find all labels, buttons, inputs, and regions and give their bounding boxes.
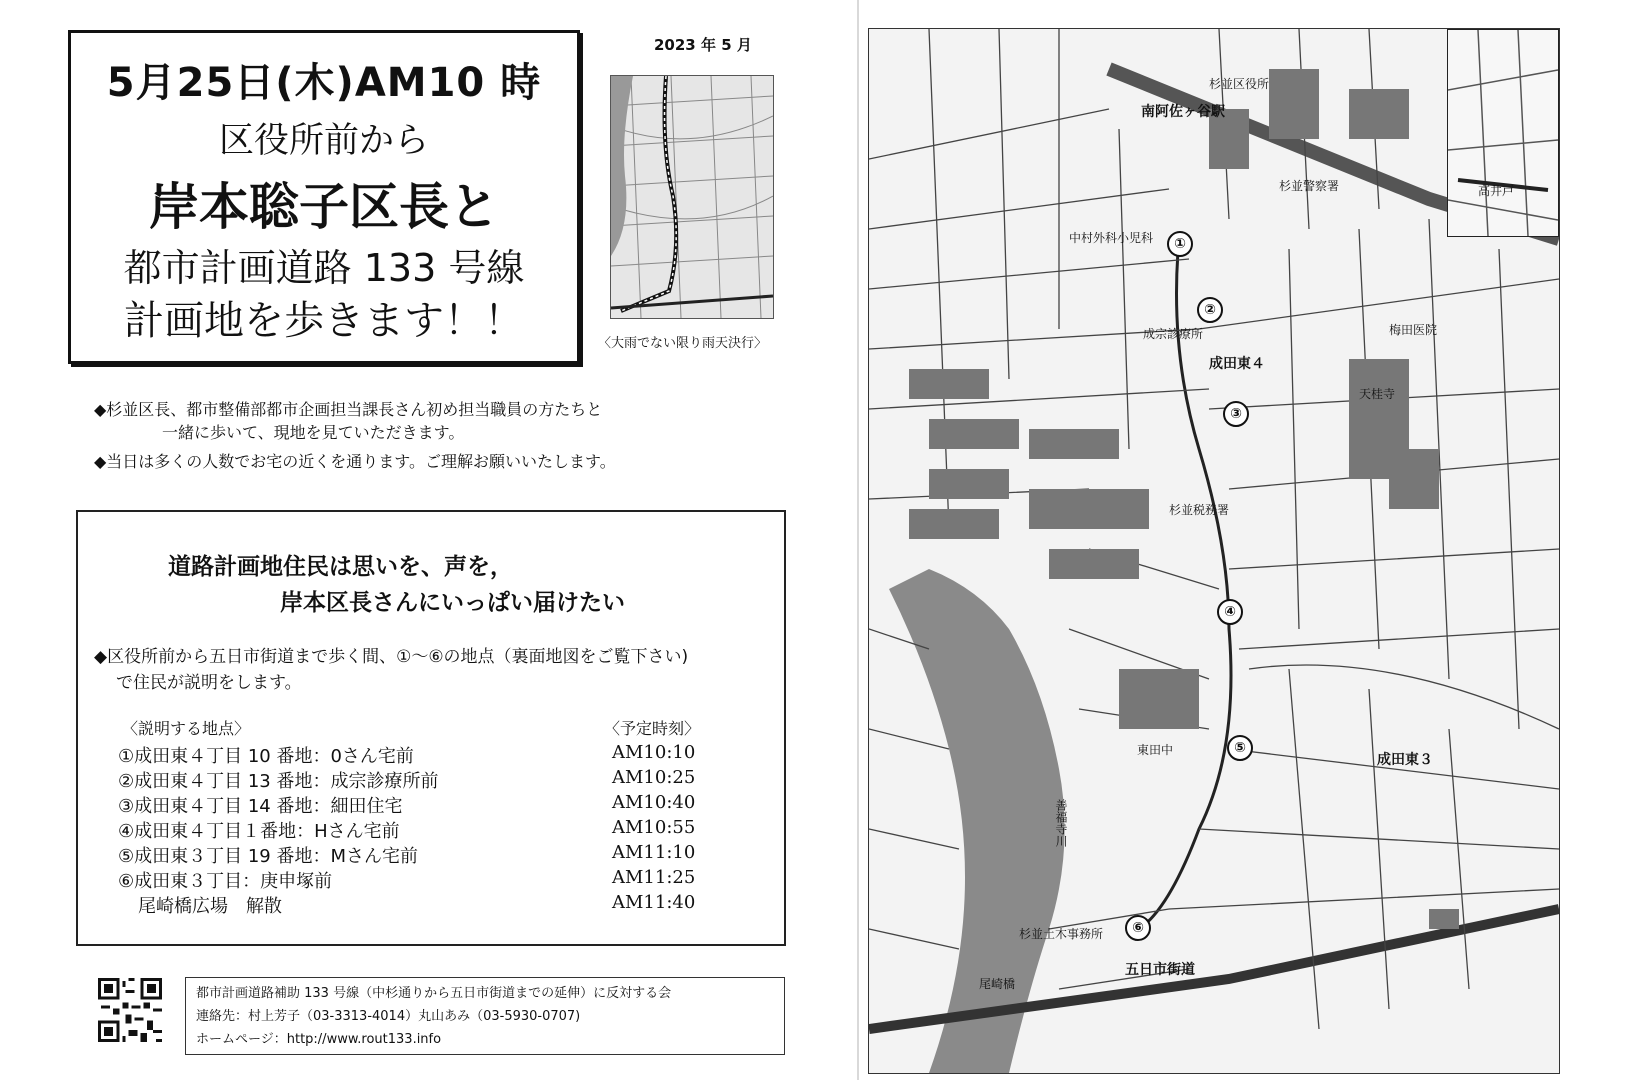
schedule-time: AM10:55	[612, 817, 696, 838]
schedule-time: AM11:25	[612, 867, 696, 888]
schedule-row	[118, 792, 738, 816]
schedule-time: AM11:40	[612, 892, 696, 913]
event-datetime: 5月25日(木)AM10 時	[106, 60, 542, 106]
bridge-label: 尾崎橋	[979, 977, 1016, 991]
area3-label: 成田東３	[1377, 752, 1433, 768]
title-box	[68, 30, 580, 364]
point-1-marker: ①	[1167, 231, 1193, 257]
event-start: 区役所前から	[218, 121, 429, 161]
tax-office-label: 杉並税務署	[1169, 503, 1230, 517]
note-2: ◆当日は多くの人数でお宅の近くを通ります。ご理解お願いいたします。	[94, 452, 616, 471]
clinic2-label: 中村外科小児科	[1069, 231, 1154, 245]
schedule-time: AM10:40	[612, 792, 696, 813]
road-label: 五日市街道	[1125, 962, 1195, 978]
inset-station-label: 高井戸	[1478, 184, 1515, 198]
homepage-link[interactable]: ホームページ：http://www.rout133.info	[196, 1032, 442, 1047]
page-divider	[857, 0, 859, 1080]
school-label: 東田中	[1137, 743, 1174, 757]
message-heading-2: 岸本区長さんにいっぱい届けたい	[280, 590, 625, 616]
note-1b: 一緒に歩いて、現地を見ていただきます。	[162, 423, 465, 442]
message-heading-1: 道路計画地住民は思いを、声を，	[168, 554, 513, 580]
walk-description-2: で住民が説明をします。	[116, 673, 302, 693]
point-2-marker: ②	[1197, 297, 1223, 323]
civil-office-label: 杉並土木事務所	[1019, 927, 1104, 941]
place-column-header: 〈説明する地点〉	[122, 719, 251, 738]
schedule-row	[118, 842, 738, 866]
point-3-marker: ③	[1223, 401, 1249, 427]
location-inset-map	[1447, 29, 1559, 237]
ward-office-label: 杉並区役所	[1209, 77, 1270, 91]
area4-label: 成田東４	[1209, 356, 1265, 372]
route-thumbnail-map	[610, 75, 774, 319]
schedule-place: ①成田東４丁目 10 番地：0さん宅前	[118, 746, 414, 767]
point-6-marker: ⑥	[1125, 915, 1151, 941]
issue-date: 2023 年 5 月	[654, 36, 752, 54]
police-label: 杉並警察署	[1279, 179, 1340, 193]
point-5-marker: ⑤	[1227, 735, 1253, 761]
schedule-row	[118, 892, 738, 916]
contact-phones: 連絡先：村上芳子（03-3313-4014）丸山あみ（03-5930-0707)	[196, 1009, 581, 1024]
schedule-time: AM11:10	[612, 842, 696, 863]
schedule-place: ⑤成田東３丁目 19 番地：Mさん宅前	[118, 846, 419, 867]
note-1: ◆杉並区長、都市整備部都市企画担当課長さん初め担当職員の方たちと	[94, 400, 603, 419]
qr-code-icon[interactable]	[98, 978, 162, 1042]
schedule-place: 尾崎橋広場 解散	[138, 896, 282, 917]
route-map	[868, 28, 1560, 1074]
walk-description: ◆区役所前から五日市街道まで歩く間、①～⑥の地点（裏面地図をご覧下さい)	[94, 647, 689, 667]
point-4-marker: ④	[1217, 599, 1243, 625]
time-column-header: 〈予定時刻〉	[604, 719, 701, 738]
hospital-label: 梅田医院	[1389, 323, 1438, 337]
organization-name: 都市計画道路補助 133 号線（中杉通りから五日市街道までの延伸）に反対する会	[196, 986, 672, 1001]
schedule-time: AM10:25	[612, 767, 696, 788]
event-road: 都市計画道路 133 号線	[123, 246, 525, 290]
river-label: 善福寺川	[1054, 799, 1068, 847]
event-host: 岸本聡子区長と	[149, 178, 499, 236]
schedule-row	[118, 867, 738, 891]
event-action: 計画地を歩きます！！	[124, 298, 524, 344]
weather-note: 〈大雨でない限り雨天決行〉	[598, 336, 768, 351]
contact-box	[185, 977, 785, 1055]
temple-label: 天桂寺	[1359, 387, 1396, 401]
schedule-row	[118, 742, 738, 766]
schedule-place: ②成田東４丁目 13 番地：成宗診療所前	[118, 771, 439, 792]
station-label: 南阿佐ヶ谷駅	[1141, 104, 1225, 120]
flyer-back	[862, 0, 1626, 1080]
schedule-time: AM10:10	[612, 742, 696, 763]
schedule-box	[76, 510, 786, 946]
schedule-row	[118, 767, 738, 791]
schedule-place: ③成田東４丁目 14 番地：細田住宅	[118, 796, 403, 817]
schedule-place: ⑥成田東３丁目：庚申塚前	[118, 871, 333, 892]
schedule-place: ④成田東４丁目１番地：Hさん宅前	[118, 821, 400, 842]
clinic1-label: 成宗診療所	[1143, 327, 1204, 341]
schedule-row	[118, 817, 738, 841]
